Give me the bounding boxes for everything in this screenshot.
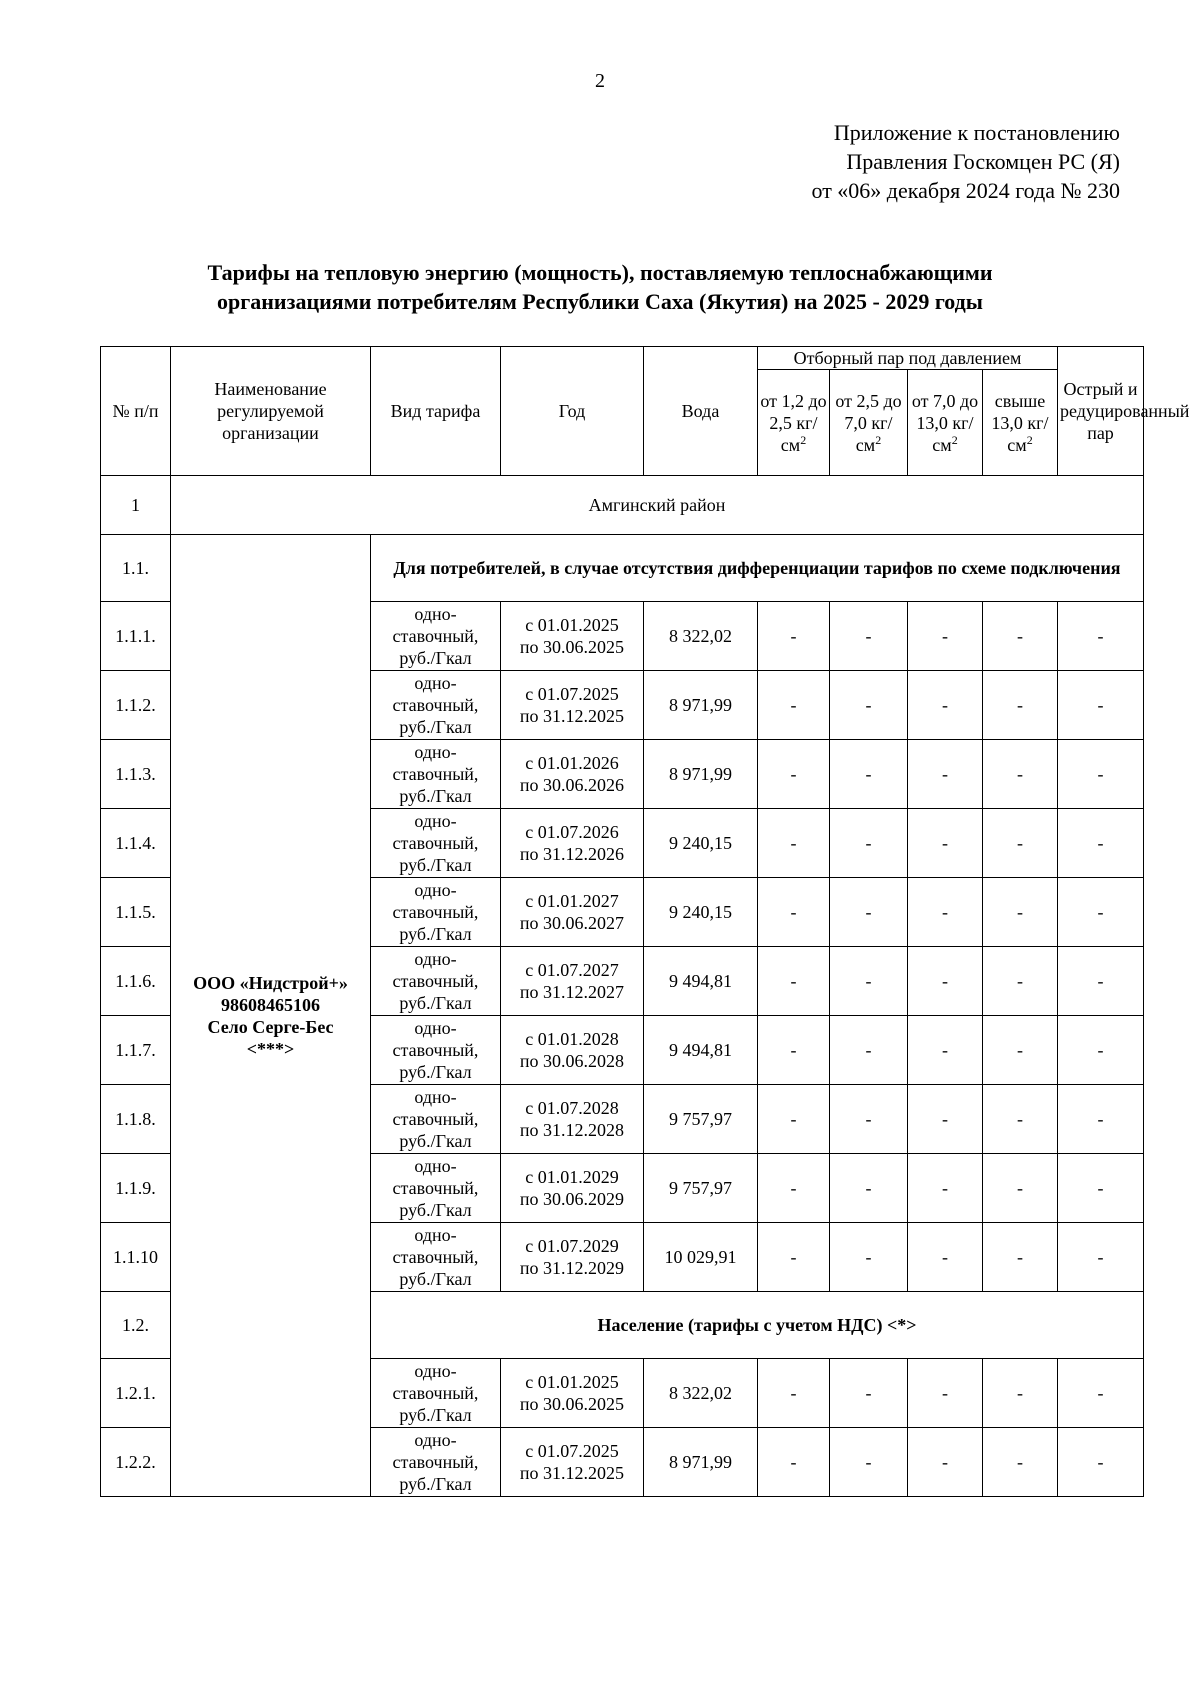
section-num: 1.1. [101, 535, 171, 602]
steam-1-value: - [758, 602, 830, 671]
tariff-type-line: ставочный, [392, 695, 479, 715]
tariff-type-line: одно- [414, 1430, 457, 1450]
period-to: по 30.06.2025 [519, 1394, 625, 1414]
steam-3-value: - [908, 809, 983, 878]
steam-3-value: - [908, 947, 983, 1016]
tariff-type-cell [371, 1223, 501, 1292]
steam-4-value: - [983, 1154, 1058, 1223]
tariff-type-line: руб./Гкал [399, 648, 472, 668]
row-num: 1.1.3. [101, 740, 171, 809]
tariff-type-line: одно- [414, 1087, 457, 1107]
period-to: по 31.12.2026 [519, 844, 625, 864]
sharp-steam-value: - [1058, 740, 1144, 809]
steam-1-value: - [758, 1359, 830, 1428]
tariff-type-line: руб./Гкал [399, 786, 472, 806]
water-tariff: 9 494,81 [644, 947, 758, 1016]
tariff-type-line: ставочный, [392, 1178, 479, 1198]
period-from: с 01.01.2029 [525, 1167, 619, 1187]
steam-1-value: - [758, 1428, 830, 1497]
water-tariff: 8 971,99 [644, 740, 758, 809]
organization-inn: 98608465106 [221, 994, 320, 1015]
tariff-type-line: руб./Гкал [399, 1405, 472, 1425]
organization-location: Село Серге-Бес [207, 1016, 334, 1037]
period-from: с 01.07.2028 [525, 1098, 619, 1118]
tariff-type-line: руб./Гкал [399, 1474, 472, 1494]
tariff-type-cell [371, 671, 501, 740]
steam-2-value: - [830, 671, 908, 740]
section-label: Для потребителей, в случае отсутствия дифференциации тарифов по схеме подключения [371, 535, 1144, 602]
row-num: 1.1.8. [101, 1085, 171, 1154]
tariff-type-line: руб./Гкал [399, 1062, 472, 1082]
period-to: по 30.06.2026 [519, 775, 625, 795]
steam-4-value: - [983, 602, 1058, 671]
appendix-line-1: Приложение к постановлению [833, 120, 1120, 145]
steam-1-value: - [758, 740, 830, 809]
steam-2-value: - [830, 947, 908, 1016]
row-num: 1.1.10 [101, 1223, 171, 1292]
period-from: с 01.07.2025 [525, 684, 619, 704]
period-from: с 01.07.2029 [525, 1236, 619, 1256]
organization-name: ООО «Нидстрой+» [193, 972, 348, 993]
period-to: по 31.12.2027 [519, 982, 625, 1002]
header-steam-4: свыше 13,0 кг/ $см^2$ [983, 370, 1058, 476]
steam-3-value: - [908, 1154, 983, 1223]
water-tariff: 9 240,15 [644, 809, 758, 878]
tariff-type-cell [371, 1359, 501, 1428]
organization-cell [171, 535, 371, 1497]
period-to: по 30.06.2029 [519, 1189, 625, 1209]
period-from: с 01.07.2026 [525, 822, 619, 842]
steam-2-value: - [830, 740, 908, 809]
appendix-line-3: от «06» декабря 2024 года № 230 [811, 178, 1120, 203]
period-from: с 01.01.2026 [525, 753, 619, 773]
water-tariff: 10 029,91 [644, 1223, 758, 1292]
header-water: Вода [644, 347, 758, 476]
water-tariff: 9 494,81 [644, 1016, 758, 1085]
steam-4-value: - [983, 809, 1058, 878]
steam-4-value: - [983, 878, 1058, 947]
tariff-type-cell [371, 740, 501, 809]
tariff-type-cell [371, 1154, 501, 1223]
tariff-type-line: руб./Гкал [399, 924, 472, 944]
header-num: № п/п [101, 347, 171, 476]
district-name: Амгинский район [171, 476, 1144, 535]
sharp-steam-value: - [1058, 809, 1144, 878]
water-tariff: 9 240,15 [644, 878, 758, 947]
steam-3-value: - [908, 671, 983, 740]
organization-footnote: <***> [246, 1038, 295, 1059]
section-row-1-1 [101, 535, 1144, 602]
steam-2-value: - [830, 1428, 908, 1497]
steam-3-value: - [908, 1359, 983, 1428]
appendix-line-2: Правления Госкомцен РС (Я) [846, 149, 1120, 174]
period-from: с 01.07.2027 [525, 960, 619, 980]
period-from: с 01.01.2025 [525, 615, 619, 635]
tariff-type-line: одно- [414, 880, 457, 900]
district-num: 1 [101, 476, 171, 535]
header-organization: Наименование регулируемой организации [171, 347, 371, 476]
tariff-type-line: ставочный, [392, 833, 479, 853]
steam-1-value: - [758, 878, 830, 947]
period-cell [501, 947, 644, 1016]
document-title [100, 258, 1100, 316]
period-cell [501, 740, 644, 809]
steam-2-value: - [830, 1016, 908, 1085]
tariff-type-line: ставочный, [392, 902, 479, 922]
tariff-type-cell [371, 1016, 501, 1085]
steam-4-value: - [983, 740, 1058, 809]
tariff-type-line: ставочный, [392, 764, 479, 784]
steam-1-value: - [758, 809, 830, 878]
sharp-steam-value: - [1058, 671, 1144, 740]
appendix-reference [811, 118, 1120, 205]
header-sharp-steam: Острый и редуцированный пар [1058, 347, 1144, 476]
water-tariff: 8 971,99 [644, 1428, 758, 1497]
steam-2-value: - [830, 1359, 908, 1428]
steam-1-value: - [758, 1154, 830, 1223]
sharp-steam-value: - [1058, 602, 1144, 671]
period-to: по 31.12.2025 [519, 706, 625, 726]
steam-4-value: - [983, 1085, 1058, 1154]
tariff-type-line: одно- [414, 949, 457, 969]
steam-3-value: - [908, 878, 983, 947]
period-to: по 31.12.2028 [519, 1120, 625, 1140]
tariff-type-line: руб./Гкал [399, 1269, 472, 1289]
steam-1-value: - [758, 1223, 830, 1292]
row-num: 1.1.4. [101, 809, 171, 878]
tariff-type-line: ставочный, [392, 626, 479, 646]
tariff-type-line: одно- [414, 1225, 457, 1245]
header-year: Год [501, 347, 644, 476]
row-num: 1.1.6. [101, 947, 171, 1016]
water-tariff: 9 757,97 [644, 1154, 758, 1223]
period-to: по 30.06.2028 [519, 1051, 625, 1071]
steam-2-value: - [830, 1223, 908, 1292]
tariff-type-line: одно- [414, 1361, 457, 1381]
period-cell [501, 878, 644, 947]
sharp-steam-value: - [1058, 1085, 1144, 1154]
period-cell [501, 1359, 644, 1428]
tariff-type-line: ставочный, [392, 1109, 479, 1129]
section-num: 1.2. [101, 1292, 171, 1359]
period-cell [501, 1154, 644, 1223]
tariff-type-cell [371, 947, 501, 1016]
row-num: 1.1.1. [101, 602, 171, 671]
tariff-type-line: ставочный, [392, 1247, 479, 1267]
steam-3-value: - [908, 740, 983, 809]
header-steam-group: Отборный пар под давлением [758, 347, 1058, 370]
tariff-type-line: одно- [414, 1156, 457, 1176]
tariff-type-line: одно- [414, 673, 457, 693]
row-num: 1.2.1. [101, 1359, 171, 1428]
period-to: по 31.12.2029 [519, 1258, 625, 1278]
tariff-type-line: руб./Гкал [399, 993, 472, 1013]
period-from: с 01.07.2025 [525, 1441, 619, 1461]
steam-4-value: - [983, 1359, 1058, 1428]
period-cell [501, 602, 644, 671]
steam-1-value: - [758, 1085, 830, 1154]
tariff-type-line: одно- [414, 604, 457, 624]
tariff-type-line: одно- [414, 742, 457, 762]
steam-2-value: - [830, 602, 908, 671]
row-num: 1.1.2. [101, 671, 171, 740]
tariff-type-line: ставочный, [392, 1452, 479, 1472]
row-num: 1.1.7. [101, 1016, 171, 1085]
steam-3-value: - [908, 602, 983, 671]
period-from: с 01.01.2025 [525, 1372, 619, 1392]
steam-1-value: - [758, 947, 830, 1016]
section-label: Население (тарифы с учетом НДС) <*> [371, 1292, 1144, 1359]
row-num: 1.1.5. [101, 878, 171, 947]
steam-4-value: - [983, 1016, 1058, 1085]
header-steam-2: от 2,5 до 7,0 кг/ $см^2$ [830, 370, 908, 476]
period-from: с 01.01.2027 [525, 891, 619, 911]
sharp-steam-value: - [1058, 1428, 1144, 1497]
period-cell [501, 1016, 644, 1085]
tariff-type-cell [371, 1085, 501, 1154]
period-to: по 30.06.2027 [519, 913, 625, 933]
steam-2-value: - [830, 809, 908, 878]
period-to: по 30.06.2025 [519, 637, 625, 657]
period-cell [501, 1223, 644, 1292]
tariff-type-line: одно- [414, 1018, 457, 1038]
steam-4-value: - [983, 1428, 1058, 1497]
water-tariff: 9 757,97 [644, 1085, 758, 1154]
row-num: 1.2.2. [101, 1428, 171, 1497]
tariff-type-line: одно- [414, 811, 457, 831]
tariff-type-cell [371, 878, 501, 947]
sharp-steam-value: - [1058, 878, 1144, 947]
tariff-type-line: ставочный, [392, 971, 479, 991]
steam-4-value: - [983, 947, 1058, 1016]
tariff-type-cell [371, 602, 501, 671]
district-row [101, 476, 1144, 535]
steam-4-value: - [983, 1223, 1058, 1292]
steam-3-value: - [908, 1085, 983, 1154]
tariff-type-line: руб./Гкал [399, 855, 472, 875]
sharp-steam-value: - [1058, 947, 1144, 1016]
steam-3-value: - [908, 1223, 983, 1292]
tariff-type-line: руб./Гкал [399, 1200, 472, 1220]
title-line-2: организациями потребителям Республики Саха (Якутия) на 2025 - 2029 годы [217, 289, 983, 314]
title-line-1: Тарифы на тепловую энергию (мощность), поставляемую теплоснабжающими [207, 260, 993, 285]
steam-4-value: - [983, 671, 1058, 740]
steam-1-value: - [758, 1016, 830, 1085]
steam-2-value: - [830, 878, 908, 947]
tariff-type-line: руб./Гкал [399, 1131, 472, 1151]
header-tariff-type: Вид тарифа [371, 347, 501, 476]
sharp-steam-value: - [1058, 1016, 1144, 1085]
sharp-steam-value: - [1058, 1223, 1144, 1292]
header-steam-3: от 7,0 до 13,0 кг/ $см^2$ [908, 370, 983, 476]
steam-2-value: - [830, 1154, 908, 1223]
tariff-type-line: ставочный, [392, 1383, 479, 1403]
period-cell [501, 671, 644, 740]
period-to: по 31.12.2025 [519, 1463, 625, 1483]
period-cell [501, 1428, 644, 1497]
page-number: 2 [595, 70, 605, 92]
header-steam-1: от 1,2 до 2,5 кг/ $см^2$ [758, 370, 830, 476]
tariff-type-line: ставочный, [392, 1040, 479, 1060]
sharp-steam-value: - [1058, 1359, 1144, 1428]
tariff-type-cell [371, 809, 501, 878]
water-tariff: 8 971,99 [644, 671, 758, 740]
tariff-table [100, 346, 1190, 1497]
steam-3-value: - [908, 1016, 983, 1085]
tariff-type-line: руб./Гкал [399, 717, 472, 737]
sharp-steam-value: - [1058, 1154, 1144, 1223]
tariff-type-cell [371, 1428, 501, 1497]
period-from: с 01.01.2028 [525, 1029, 619, 1049]
period-cell [501, 809, 644, 878]
steam-3-value: - [908, 1428, 983, 1497]
period-cell [501, 1085, 644, 1154]
steam-1-value: - [758, 671, 830, 740]
row-num: 1.1.9. [101, 1154, 171, 1223]
water-tariff: 8 322,02 [644, 602, 758, 671]
steam-2-value: - [830, 1085, 908, 1154]
water-tariff: 8 322,02 [644, 1359, 758, 1428]
